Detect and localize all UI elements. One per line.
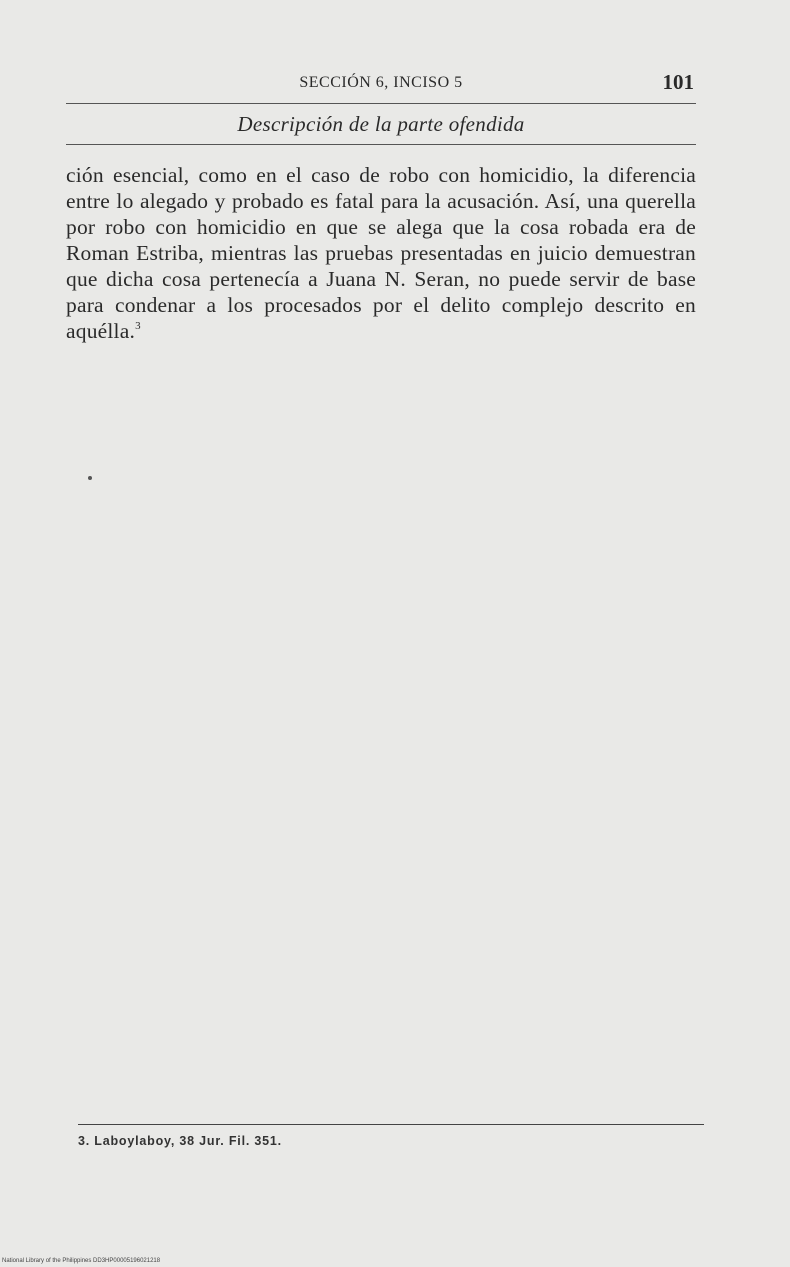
page-subtitle: Descripción de la parte ofendida (237, 112, 525, 136)
subtitle-rule (66, 144, 696, 145)
footnote-rule (78, 1124, 704, 1125)
header-rule (66, 103, 696, 104)
library-stamp: National Library of the Philippines DD3HP00005196021218 (2, 1258, 161, 1264)
footnote-reference[interactable]: 3 (135, 320, 141, 332)
ink-speck (88, 476, 92, 480)
section-heading: SECCIÓN 6, INCISO 5 (299, 74, 463, 91)
running-head (66, 70, 696, 98)
footnote: 3. Laboylaboy, 38 Jur. Fil. 351. (78, 1134, 282, 1148)
body-paragraph-text: ción esencial, como en el caso de robo con homicidio, la diferencia entre lo alegado y probado es fatal para la acusación. Así, una querella por robo con homicidio en que se alega que la cosa robada era de Roman Estriba, mientras las pruebas presentadas en juicio demuestran que dicha cosa pertenecía a Juana N. Seran, no puede servir de base para condenar a los procesados por el delito complejo descrito en aquélla. (66, 163, 696, 343)
page-number: 101 (662, 70, 694, 94)
body-paragraph (66, 162, 696, 344)
